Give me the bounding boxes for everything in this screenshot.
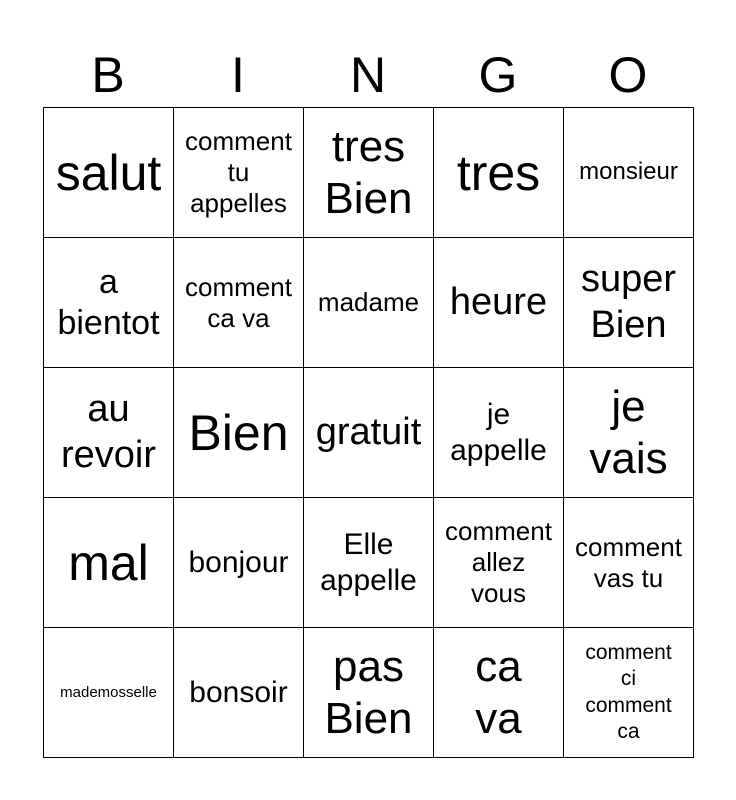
cell-text: comment tu appelles [185,126,292,218]
cell-text: madame [317,287,420,318]
cell-text: au revoir [60,387,157,476]
bingo-cell[interactable] [564,108,694,238]
cell-text: Elle appelle [320,527,417,597]
bingo-cell[interactable] [564,628,694,758]
cell-text: comment ca va [185,271,292,333]
bingo-cell[interactable] [174,628,304,758]
bingo-cell[interactable] [564,238,694,368]
bingo-cell[interactable] [174,368,304,498]
bingo-cell[interactable] [44,108,174,238]
bingo-cell[interactable] [434,628,564,758]
bingo-cell[interactable] [304,628,434,758]
header-letter-n: N [349,47,387,103]
cell-text: je appelle [450,397,547,467]
bingo-cell[interactable] [44,628,174,758]
cell-text: a bientot [57,262,160,342]
cell-text: mademosselle [60,683,157,701]
bingo-board [43,107,694,758]
cell-text: mal [68,534,149,591]
bingo-cell[interactable] [564,498,694,628]
bingo-cell[interactable] [304,368,434,498]
bingo-cell[interactable] [44,498,174,628]
bingo-cell[interactable] [304,108,434,238]
cell-text: bonsoir [189,675,288,709]
bingo-cell[interactable] [44,368,174,498]
bingo-cell[interactable] [44,238,174,368]
bingo-cell[interactable] [434,368,564,498]
header-letter-i: I [231,47,245,103]
cell-text: tres Bien [324,121,413,223]
cell-text: salut [55,144,162,201]
cell-text: monsieur [579,158,678,186]
cell-text: bonjour [188,545,289,579]
cell-text: gratuit [315,410,422,453]
bingo-cell[interactable] [564,368,694,498]
bingo-cell[interactable] [174,108,304,238]
cell-text: super Bien [580,257,677,346]
header-letter-g: G [478,47,518,103]
header-letter-o: O [608,47,648,103]
cell-text: heure [449,280,548,323]
bingo-cell[interactable] [304,498,434,628]
bingo-cell[interactable] [434,108,564,238]
bingo-cell[interactable] [174,238,304,368]
bingo-cell[interactable] [434,498,564,628]
cell-text: ca va [475,641,522,743]
cell-text: je vais [589,381,668,483]
header-letter-b: B [91,47,125,103]
cell-text: pas Bien [324,641,413,743]
cell-text: comment ci comment ca [585,641,672,743]
bingo-cell[interactable] [174,498,304,628]
cell-text: comment vas tu [575,531,682,593]
bingo-header [43,44,693,106]
cell-text: Bien [188,404,289,461]
cell-text: comment allez vous [445,516,552,608]
bingo-cell[interactable] [434,238,564,368]
bingo-cell[interactable] [304,238,434,368]
cell-text: tres [456,144,541,201]
